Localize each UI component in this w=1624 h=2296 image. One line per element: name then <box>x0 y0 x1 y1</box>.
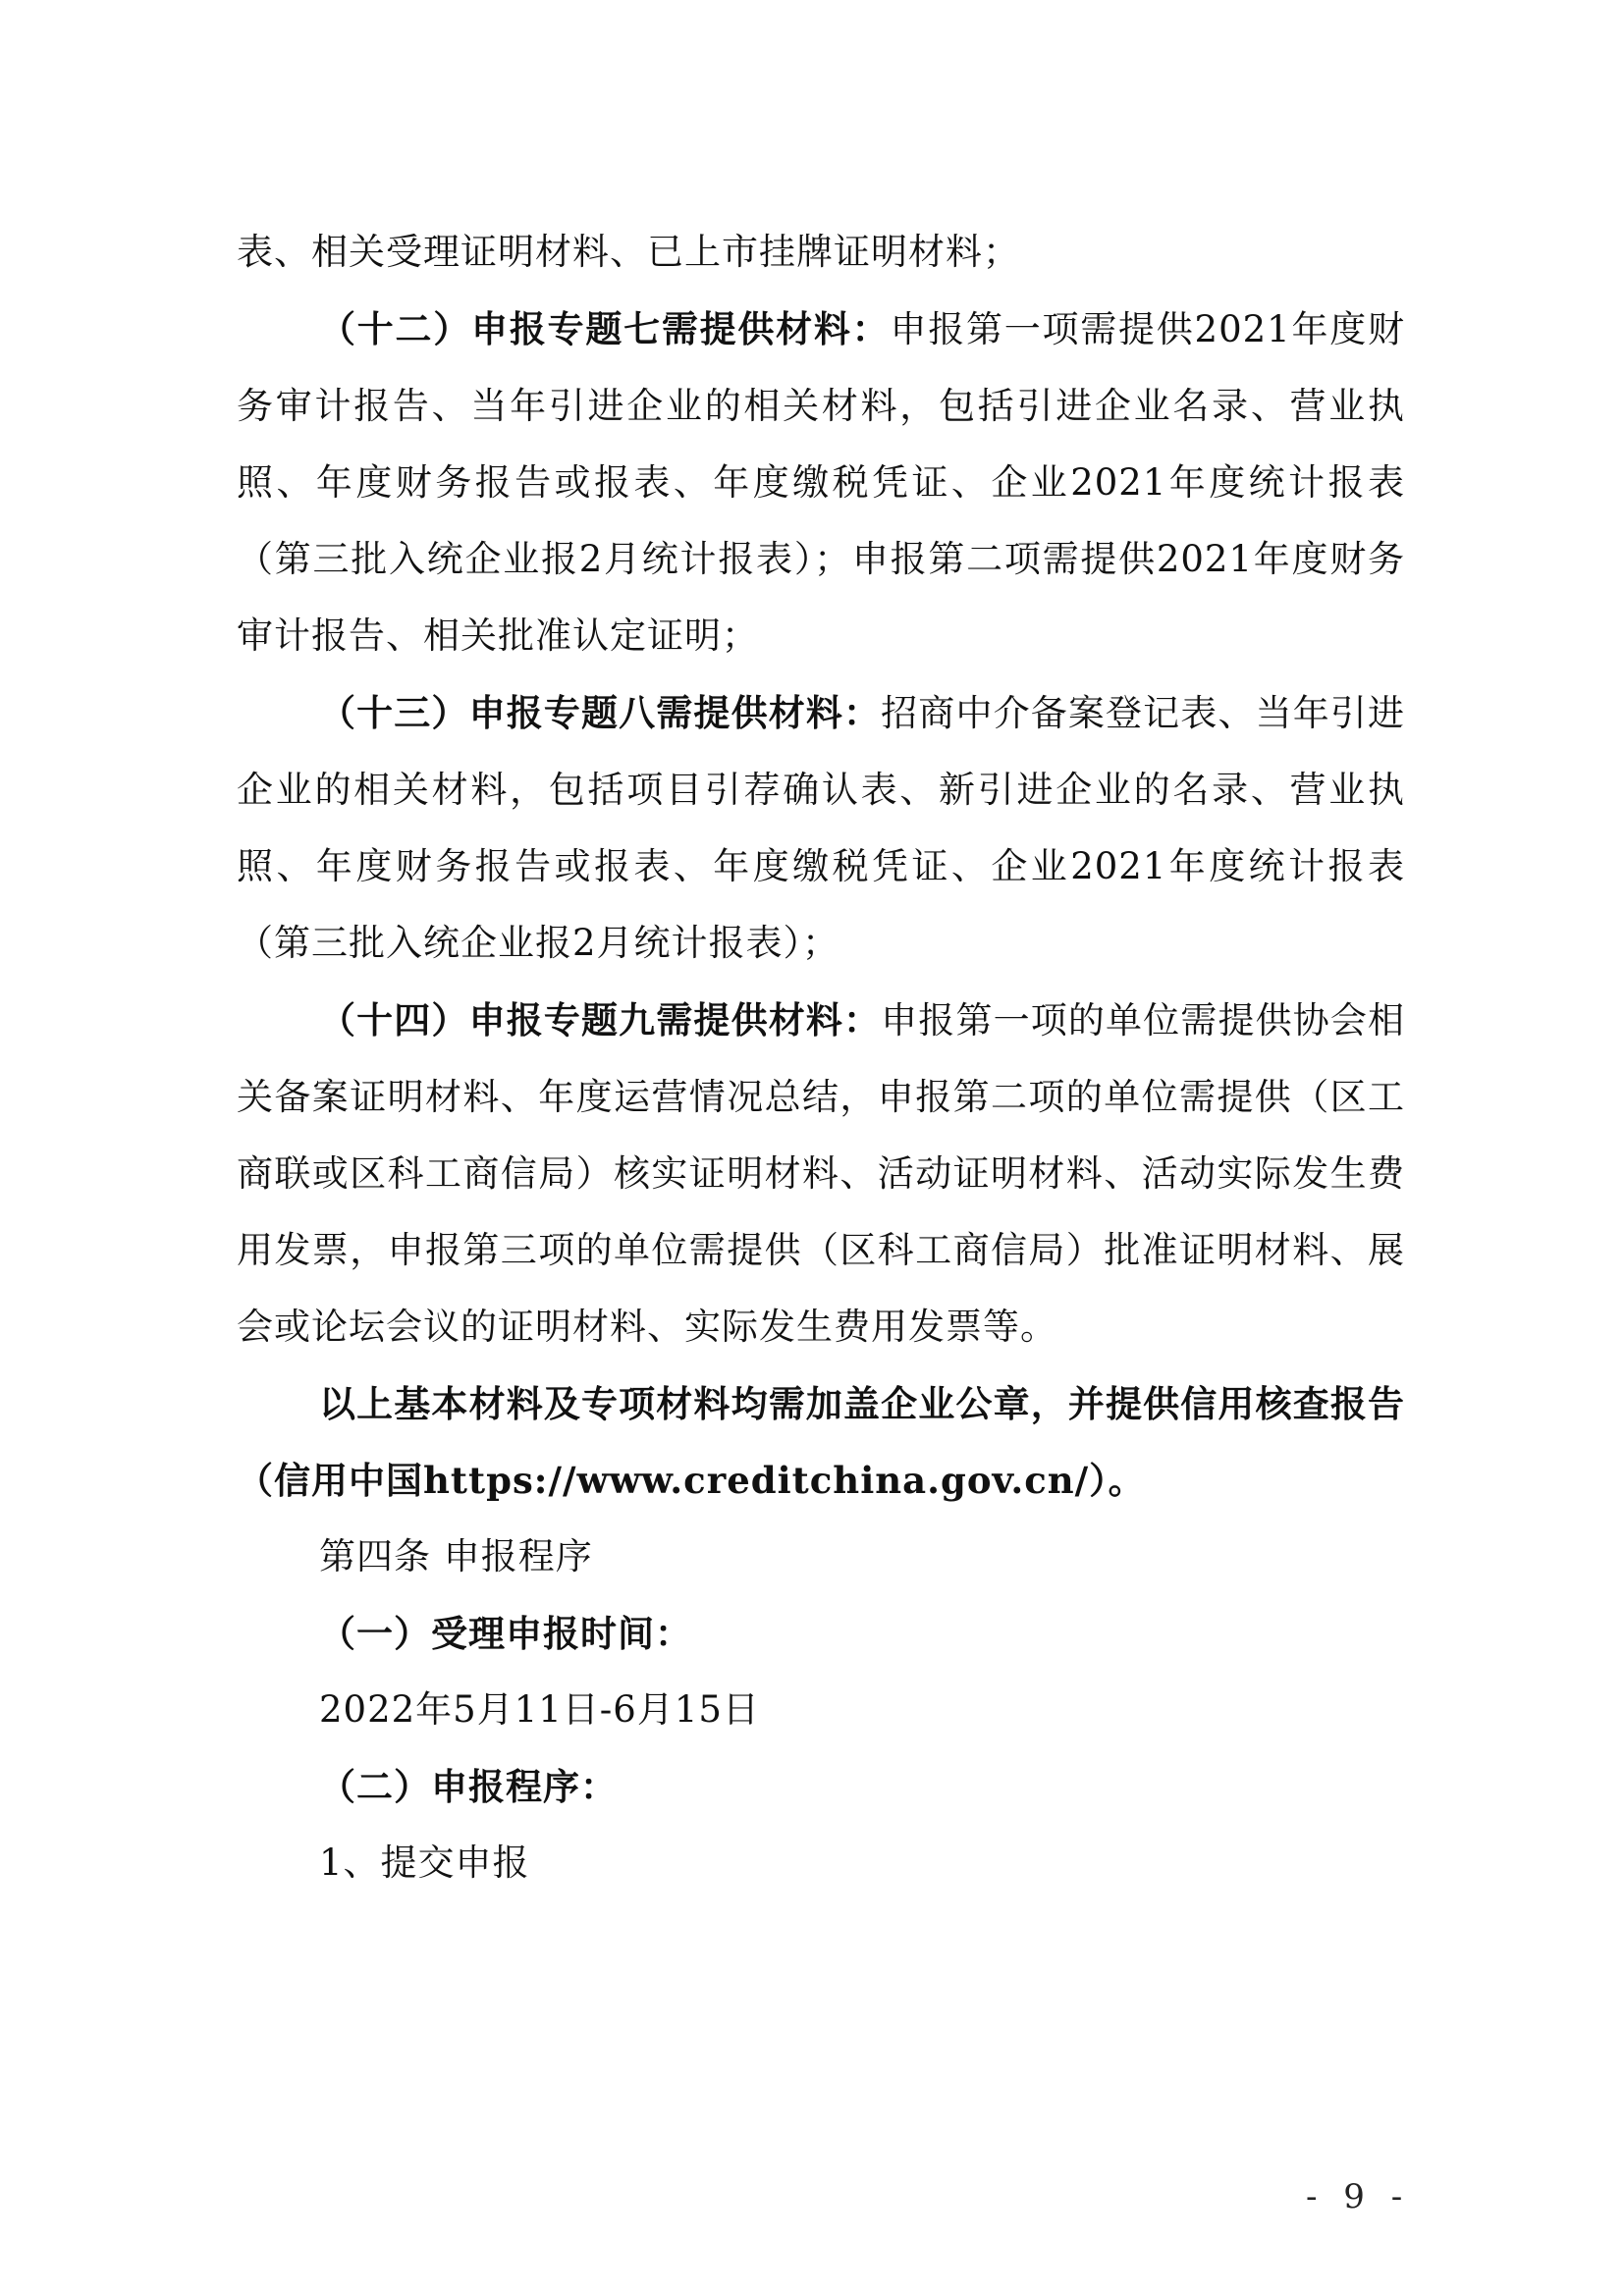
page-number: - 9 - <box>1306 2177 1411 2216</box>
topic-8-body: 招商中介备案登记表、当年引进企业的相关材料，包括项目引荐确认表、新引进企业的名录、营业执照、年度财务报告或报表、年度缴税凭证、企业2021年度统计报表（第三批入统企业报2月统计报表）； <box>237 692 1406 964</box>
paragraph-topic-7 <box>237 291 1405 674</box>
section-2-heading: （二）申报程序： <box>319 1765 618 1808</box>
paragraph-seal-requirement: 以上基本材料及专项材料均需加盖企业公章，并提供信用核查报告（信用中国https://www.creditchina.gov.cn/）。 <box>237 1382 1405 1502</box>
step-1-submit: 1、提交申报 <box>319 1842 530 1884</box>
paragraph-continuation: 表、相关受理证明材料、已上市挂牌证明材料； <box>237 231 1020 273</box>
topic-7-heading: （十二）申报专题七需提供材料： <box>319 307 891 350</box>
topic-9-heading: （十四）申报专题九需提供材料： <box>319 998 882 1041</box>
topic-8-heading: （十三）申报专题八需提供材料： <box>319 691 882 734</box>
paragraph-topic-8 <box>237 674 1405 982</box>
topic-9-body: 申报第一项的单位需提供协会相关备案证明材料、年度运营情况总结，申报第二项的单位需提供（区工商联或区科工商信局）核实证明材料、活动证明材料、活动实际发生费用发票，申报第三项的单位需提供（区科工商信局）批准证明材料、展会或论坛会议的证明材料、实际发生费用发票等。 <box>237 999 1406 1348</box>
topic-7-body: 申报第一项需提供2021年度财务审计报告、当年引进企业的相关材料，包括引进企业名录、营业执照、年度财务报告或报表、年度缴税凭证、企业2021年度统计报表（第三批入统企业报2月统计报表）；申报第二项需提供2021年度财务审计报告、相关批准认定证明； <box>237 308 1406 657</box>
application-period: 2022年5月11日-6月15日 <box>319 1688 760 1731</box>
paragraph-topic-9 <box>237 982 1405 1365</box>
document-page <box>237 214 1405 1901</box>
section-1-heading: （一）受理申报时间： <box>319 1612 692 1655</box>
article-4-heading: 第四条 申报程序 <box>319 1535 593 1577</box>
